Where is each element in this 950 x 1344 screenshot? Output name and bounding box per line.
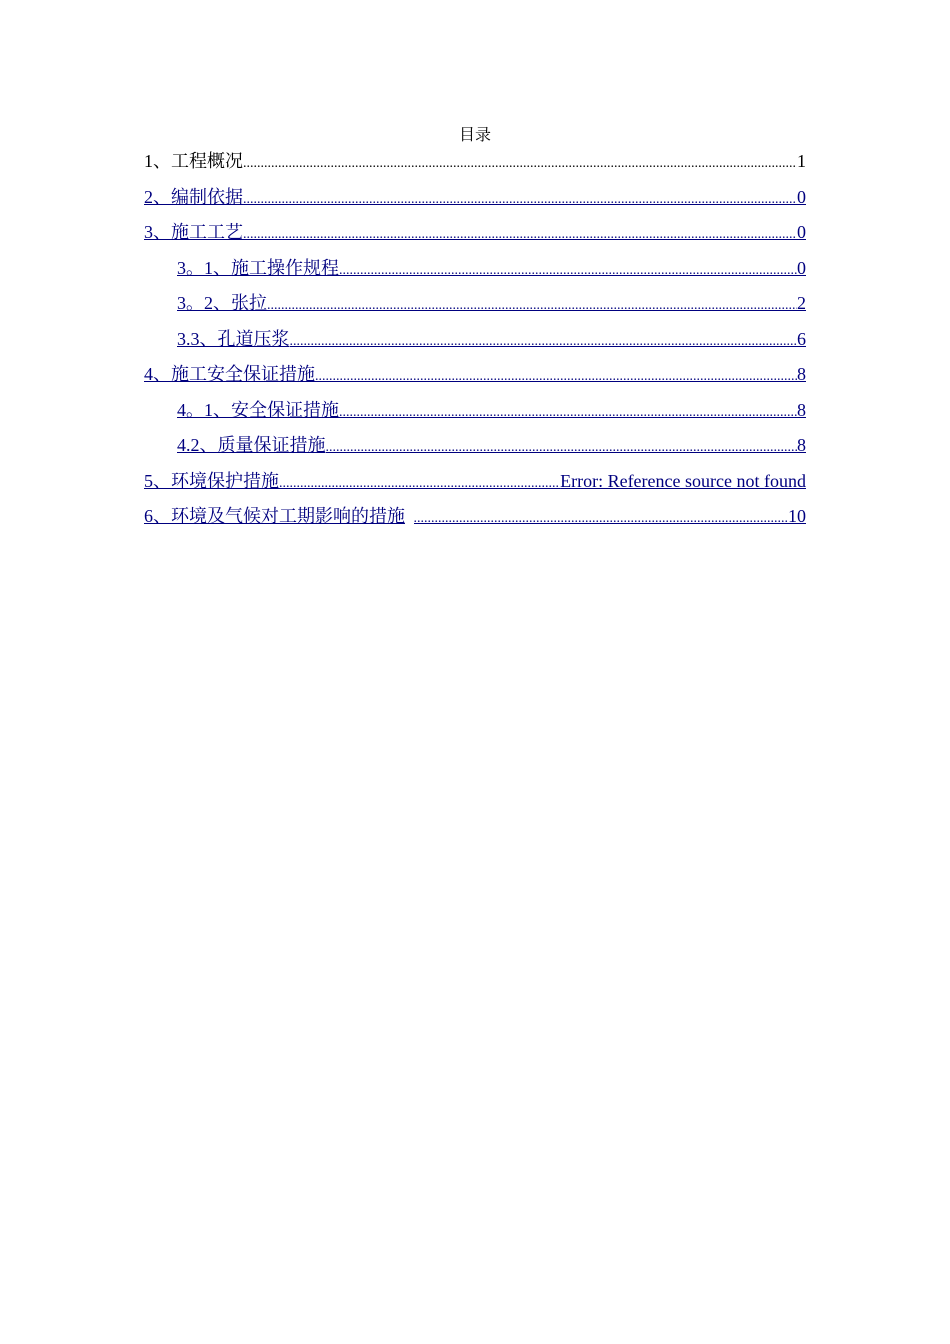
toc-entry-page: 6 bbox=[797, 328, 806, 349]
toc-entry-quality-guarantee[interactable] bbox=[177, 432, 806, 468]
toc-entry-label: 3.3、孔道压浆 bbox=[177, 328, 290, 349]
toc-entry-label: 3。1、施工操作规程 bbox=[177, 257, 339, 278]
toc-entry-label: 3、施工工艺 bbox=[144, 222, 243, 242]
toc-leader-dots bbox=[315, 364, 797, 390]
toc-entry-engineering-overview[interactable] bbox=[144, 148, 806, 184]
toc-entry-tensioning[interactable] bbox=[177, 290, 806, 326]
toc-entry-label: 6、环境及气候对工期影响的措施 bbox=[144, 506, 405, 526]
toc-leader-dots bbox=[243, 187, 797, 213]
toc-entry-label: 4、施工安全保证措施 bbox=[144, 364, 315, 384]
toc-leader-dots bbox=[243, 222, 797, 248]
toc-leader-dots bbox=[290, 329, 798, 355]
toc-entry-page: 0 bbox=[797, 257, 806, 278]
toc-entry-duct-grouting[interactable] bbox=[177, 326, 806, 362]
toc-leader-dots bbox=[414, 506, 789, 532]
toc-title: 目录 bbox=[458, 127, 491, 144]
toc-entry-page: 8 bbox=[797, 399, 806, 420]
toc-entry-label: 4.2、质量保证措施 bbox=[177, 435, 326, 455]
toc-entry-label: 2、编制依据 bbox=[144, 186, 243, 207]
toc-entry-basis[interactable] bbox=[144, 184, 806, 220]
toc-entry-page: 1 bbox=[797, 151, 806, 171]
toc-leader-dots bbox=[243, 151, 797, 177]
toc-entry-safety-guarantee[interactable] bbox=[177, 397, 806, 433]
toc-entry-page: Error: Reference source not found bbox=[560, 470, 806, 491]
toc-leader-dots bbox=[339, 258, 797, 284]
toc-entry-climate-impact[interactable] bbox=[144, 503, 806, 539]
toc-entry-page: 0 bbox=[797, 222, 806, 242]
toc-entry-label: 5、环境保护措施 bbox=[144, 470, 279, 491]
toc-entry-label: 4。1、安全保证措施 bbox=[177, 399, 339, 420]
toc-entry-page: 10 bbox=[788, 506, 806, 526]
toc-entry-operating-procedures[interactable] bbox=[177, 255, 806, 291]
toc-entry-page: 8 bbox=[797, 364, 806, 384]
toc-entry-label: 1、工程概况 bbox=[144, 151, 243, 171]
toc-entry-page: 8 bbox=[797, 435, 806, 455]
toc-entry-page: 0 bbox=[797, 186, 806, 207]
toc-leader-dots bbox=[326, 435, 798, 461]
toc-entry-label: 3。2、张拉 bbox=[177, 293, 267, 313]
toc-entry-page: 2 bbox=[797, 293, 806, 313]
toc-entry-construction-process[interactable] bbox=[144, 219, 806, 255]
toc-leader-dots bbox=[267, 293, 797, 319]
table-of-contents bbox=[144, 148, 806, 539]
toc-entry-safety-measures[interactable] bbox=[144, 361, 806, 397]
toc-entry-environmental-protection[interactable] bbox=[144, 468, 806, 504]
toc-leader-dots bbox=[279, 471, 560, 497]
toc-leader-dots bbox=[339, 400, 797, 426]
